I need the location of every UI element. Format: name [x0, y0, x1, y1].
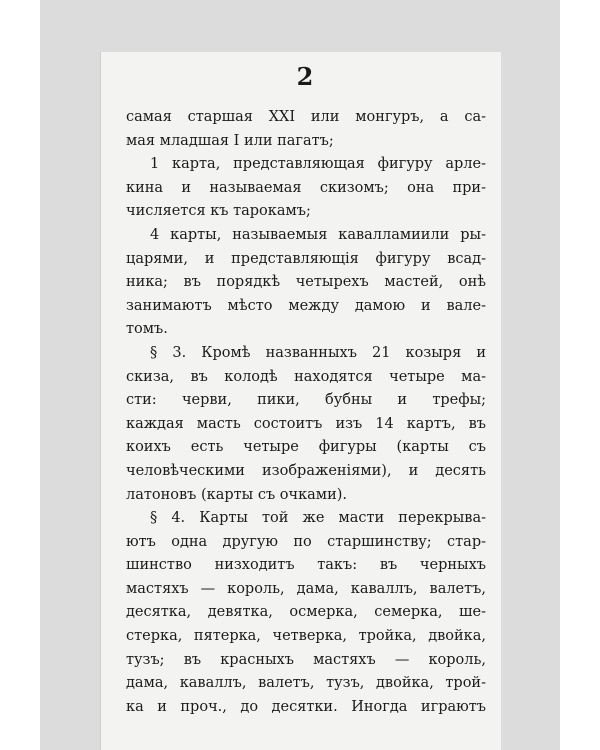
- text-line: шинство низходитъ такъ: въ черныхъ: [126, 557, 486, 574]
- text-line: десятка, девятка, осмерка, семерка, ше-: [126, 604, 486, 621]
- text-line: числяется къ тарокамъ;: [126, 203, 311, 220]
- text-line: тузъ; въ красныхъ мастяхъ — король,: [126, 651, 486, 668]
- body-text: [126, 106, 486, 719]
- text-line: дама, каваллъ, валетъ, тузъ, двойка, трой-: [126, 675, 486, 692]
- text-line: мастяхъ — король, дама, каваллъ, валетъ,: [126, 580, 486, 597]
- text-line: латоновъ (карты съ очками).: [126, 486, 348, 503]
- text-line: скиза, въ колодѣ находятся четыре ма-: [126, 368, 486, 385]
- text-line: стерка, пятерка, четверка, тройка, двойка,: [126, 628, 486, 645]
- text-line: 4 карты, называемыя кавалламиили ры-: [150, 226, 486, 243]
- text-line: § 3. Кромѣ названныхъ 21 козыря и: [150, 344, 486, 361]
- text-line: человѣческими изображеніями), и десять: [126, 462, 486, 479]
- page-number: 2: [296, 62, 314, 91]
- text-line: коихъ есть четыре фигуры (карты съ: [126, 439, 486, 456]
- text-line: кина и называемая скизомъ; она при-: [126, 179, 486, 196]
- text-line: каждая масть состоитъ изъ 14 картъ, въ: [126, 415, 486, 432]
- text-line: томъ.: [126, 321, 168, 338]
- text-line: занимаютъ мѣсто между дамою и вале-: [126, 297, 486, 314]
- text-line: сти: черви, пики, бубны и трефы;: [126, 392, 486, 409]
- text-line: § 4. Карты той же масти перекрыва-: [150, 510, 486, 527]
- text-line: мая младшая I или пагатъ;: [126, 132, 334, 149]
- text-line: ка и проч., до десятки. Иногда играютъ: [126, 698, 486, 715]
- text-line: ника; въ порядкѣ четырехъ мастей, онѣ: [126, 274, 486, 291]
- text-line: 1 карта, представляющая фигуру арле-: [150, 156, 486, 173]
- text-line: царями, и представляющія фигуру всад-: [126, 250, 486, 267]
- text-line: самая старшая XXI или монгуръ, а са-: [126, 109, 486, 125]
- text-line: ютъ одна другую по старшинству; стар-: [126, 533, 486, 550]
